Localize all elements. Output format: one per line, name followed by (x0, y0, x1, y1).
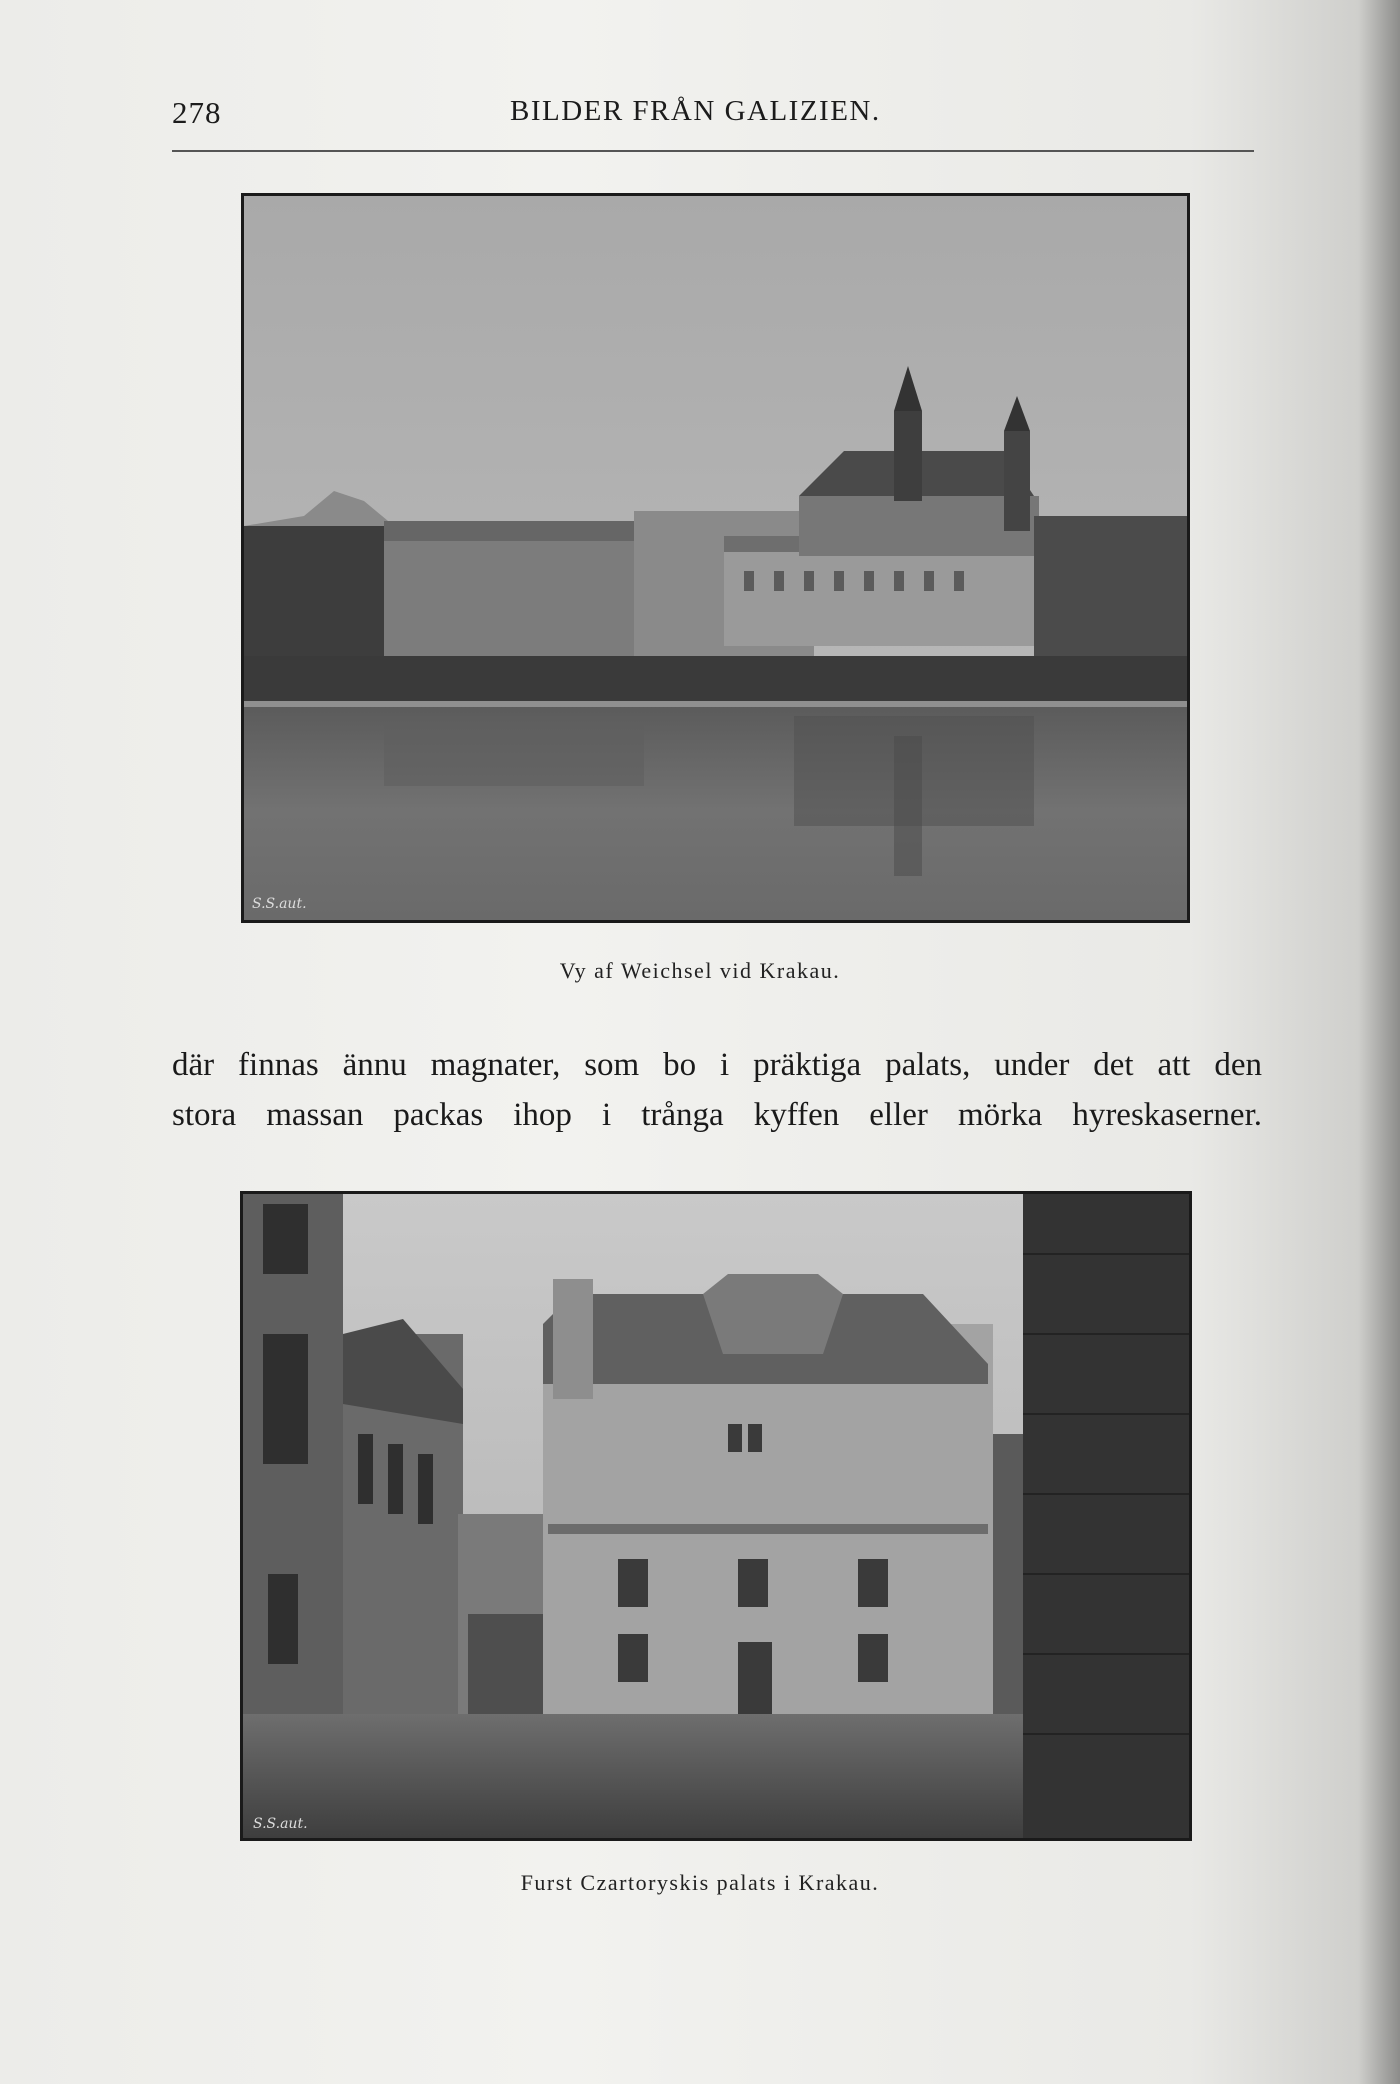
figure-weichsel-view (241, 193, 1190, 923)
figure-signature: S.S.aut. (253, 1816, 308, 1832)
palace-courtyard-image (243, 1194, 1189, 1838)
header-rule (172, 150, 1254, 152)
page-header (172, 95, 1254, 135)
running-title: BILDER FRÅN GALIZIEN. (510, 95, 881, 127)
text-line: där finnas ännu magnater, som bo i präktiga palats, under det att den (172, 1047, 1262, 1083)
figure-signature: S.S.aut. (252, 896, 307, 912)
figure-czartoryski-palace (240, 1191, 1192, 1841)
page-number: 278 (172, 95, 222, 130)
figure-caption: Furst Czartoryskis palats i Krakau. (520, 1870, 880, 1895)
text-line: stora massan packas ihop i trånga kyffen eller mörka hyreskaserner. (172, 1097, 1262, 1133)
figure-caption: Vy af Weichsel vid Krakau. (559, 958, 841, 983)
body-paragraph (172, 1040, 1262, 1140)
castle-river-image (244, 196, 1187, 920)
